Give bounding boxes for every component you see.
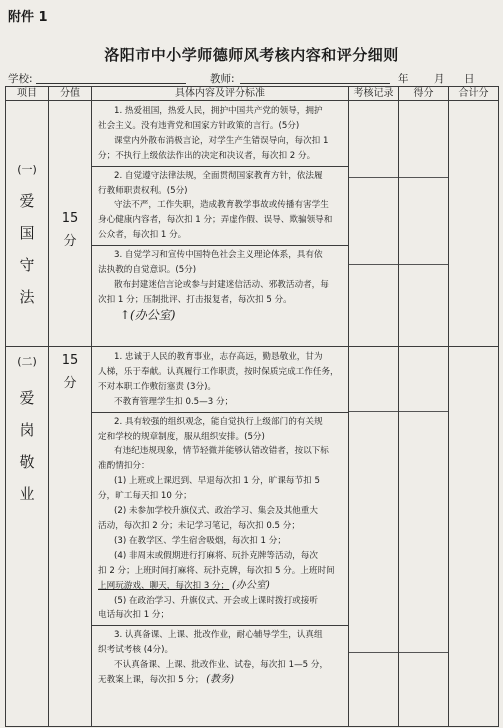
std-line: 定和学校的规章制度，服从组织安排。(5分) — [98, 431, 265, 442]
std-line: 1. 热爱祖国，热爱人民，拥护中国共产党的领导，拥护 — [114, 106, 323, 116]
points-unit: 分 — [63, 234, 77, 249]
std-line: 法执教的自觉意识。(5分) — [98, 265, 197, 276]
std-line: 课堂内外散布消极言论，对学生产生错误导向，每次扣 1 — [114, 135, 329, 146]
record-subcells — [349, 347, 398, 653]
points-cell — [49, 347, 92, 727]
total-cell[interactable] — [449, 101, 499, 347]
std-line: 守法不严，工作失职，造成教育教学事故或传播有害学生 — [114, 200, 329, 211]
section-row — [6, 101, 499, 347]
record-cell[interactable] — [349, 347, 399, 727]
divider — [92, 245, 348, 246]
std-line-text: 上网玩游戏、聊天，每次扣 3 分； — [98, 580, 230, 591]
handwritten-annotation: (办公室) — [231, 579, 270, 591]
page-title: 洛阳市中小学师德师风考核内容和评分细则 — [104, 46, 399, 64]
std-line: 不教育管理学生扣 0.5—3 分； — [114, 396, 234, 407]
section-number: (一) — [17, 163, 37, 176]
std-line: 人梯，乐于奉献。认真履行工作职责，按时保质完成工作任务， — [98, 366, 339, 377]
std-line: 社会主义。没有违背党和国家方针政策的言行。(5分) — [98, 120, 300, 131]
std-line: 有违纪违规现象，情节轻微并能够认错改错者，按以下标 — [114, 446, 329, 457]
section-name-char: 业 — [19, 485, 35, 503]
std-line: 行教师职责权利。(5分) — [98, 185, 188, 196]
item-cell — [6, 347, 49, 727]
points-value: 15 — [61, 211, 79, 226]
std-line: 3. 自觉学习和宣传中国特色社会主义理论体系，具有依 — [114, 250, 323, 261]
std-line: 次扣 1 分；压制批评、打击报复者，每次扣 5 分。 — [98, 294, 292, 305]
std-line: 分，旷工每天扣 10 分； — [98, 491, 192, 502]
std-line: 不对本职工作敷衍塞责 (3分)。 — [98, 381, 217, 392]
col-score-header: 得分 — [399, 87, 449, 101]
std-line: 织考试考核 (4分)。 — [98, 645, 174, 656]
std-line: 分；不执行上级依法作出的决定和决议者，每次扣 2 分。 — [98, 150, 316, 161]
divider — [92, 166, 348, 167]
divider — [92, 412, 348, 413]
section-name-char: 岗 — [19, 421, 35, 439]
col-points-header: 分值 — [49, 87, 92, 101]
handwritten-annotation: (教务) — [206, 674, 235, 686]
standard-cell — [92, 347, 349, 727]
teacher-label: 教师: — [210, 73, 235, 85]
section-name-char: 国 — [19, 224, 35, 242]
month-label: 月 — [434, 73, 445, 85]
std-line: 1. 忠诚于人民的教育事业，志存高远，勤恳敬业，甘为 — [114, 352, 323, 362]
section-name-char: 敬 — [19, 453, 35, 471]
day-label: 日 — [464, 73, 475, 85]
std-line: 身心健康内容者，每次扣 1 分；弄虚作假、误导、欺骗领导和 — [98, 215, 333, 226]
score-cell[interactable] — [399, 347, 449, 727]
section-name-char: 爱 — [19, 389, 35, 407]
std-line: (2) 未参加学校升旗仪式、政治学习、集会及其他重大 — [114, 506, 318, 517]
section-name-char: 爱 — [19, 192, 35, 210]
divider — [92, 625, 348, 626]
col-item-header: 项目 — [6, 87, 49, 101]
std-line: 2. 自觉遵守法律法规，全面贯彻国家教育方针，依法履 — [114, 170, 323, 181]
standard-cell — [92, 101, 349, 347]
std-line: 2. 具有较强的组织观念，能自觉执行上级部门的有关规 — [114, 416, 323, 427]
std-line: 不认真备课、上课、批改作业、试卷，每次扣 1—5 分， — [114, 660, 329, 671]
points-cell — [49, 101, 92, 347]
total-cell[interactable] — [449, 347, 499, 727]
std-line — [98, 673, 342, 688]
col-total-header: 合计分 — [449, 87, 499, 101]
score-cell[interactable] — [399, 101, 449, 347]
section-number: (二) — [17, 355, 37, 368]
handwritten-annotation: ↑(办公室) — [120, 307, 176, 322]
std-line: (5) 在政治学习、升旗仪式、开会或上课时拨打或接听 — [114, 595, 318, 606]
section-name-char: 法 — [19, 288, 35, 306]
evaluation-table — [5, 86, 499, 727]
std-line — [98, 579, 342, 594]
std-line: (3) 在教学区、学生宿舍吸烟，每次扣 1 分； — [114, 535, 286, 546]
std-line: 3. 认真备课、上课、批改作业，耐心辅导学生，认真组 — [114, 630, 323, 641]
std-line-text: 无教案上课，每次扣 5 分； — [98, 675, 204, 686]
record-subcells — [349, 101, 398, 265]
section-name-char: 守 — [19, 256, 35, 274]
col-standard-header: 具体内容及评分标准 — [92, 87, 349, 101]
std-line: 准酌情扣分： — [98, 461, 150, 472]
header-row — [6, 87, 499, 101]
col-record-header: 考核记录 — [349, 87, 399, 101]
std-line: 扣 2 分；上班时间打麻将、玩扑克牌，每次扣 5 分。上班时间 — [98, 565, 335, 576]
std-line: 活动，每次扣 2 分；未记学习笔记，每次扣 0.5 分； — [98, 520, 300, 531]
points-unit: 分 — [63, 376, 77, 391]
school-field-line — [36, 83, 186, 84]
year-label: 年 — [398, 73, 409, 85]
school-label: 学校: — [8, 73, 33, 85]
std-line: 散布封建迷信言论或参与封建迷信活动、邪教活动者，每 — [114, 279, 329, 290]
record-cell[interactable] — [349, 101, 399, 347]
score-subcells — [399, 347, 448, 653]
score-subcells — [399, 101, 448, 265]
std-line: 电话每次扣 1 分； — [98, 610, 170, 621]
std-line: 公众者，每次扣 1 分。 — [98, 230, 187, 241]
teacher-field-line — [240, 83, 390, 84]
std-line: (1) 上班或上课迟到、早退每次扣 1 分，旷课每节扣 5 — [114, 476, 320, 487]
attachment-label: 附件 1 — [8, 10, 48, 25]
section-row — [6, 347, 499, 727]
std-line: (4) 非周末或假期进行打麻将、玩扑克牌等活动，每次 — [114, 550, 318, 561]
points-value: 15 — [61, 353, 79, 368]
item-cell — [6, 101, 49, 347]
